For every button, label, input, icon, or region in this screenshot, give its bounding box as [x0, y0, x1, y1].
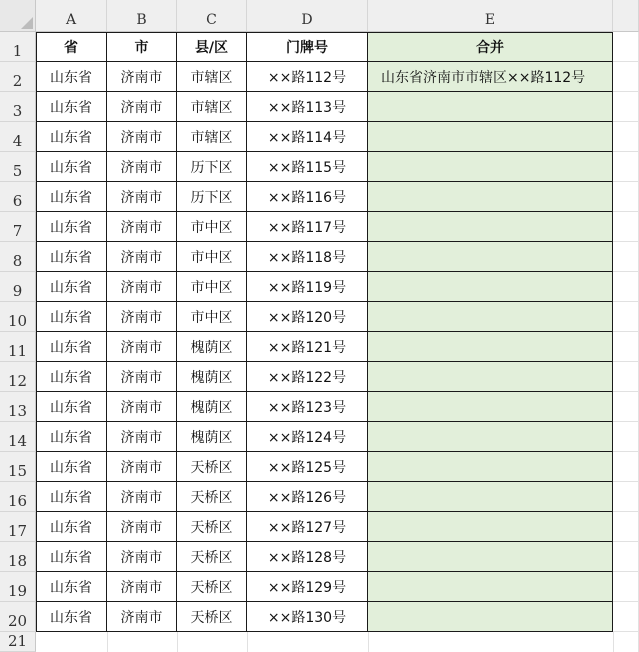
gridline: [613, 91, 639, 92]
gridline: [613, 121, 639, 122]
cell-d15[interactable]: ××路125号: [247, 452, 368, 482]
cell-c8[interactable]: 市中区: [177, 242, 247, 272]
row-header-18[interactable]: 18: [0, 542, 36, 572]
cell-c4[interactable]: 市辖区: [177, 122, 247, 152]
cell-a15[interactable]: 山东省: [36, 452, 107, 482]
cell-a16[interactable]: 山东省: [36, 482, 107, 512]
column-header-c[interactable]: C: [177, 0, 247, 32]
cell-b15[interactable]: 济南市: [107, 452, 177, 482]
cell-a18[interactable]: 山东省: [36, 542, 107, 572]
gridline: [613, 391, 639, 392]
cell-b12[interactable]: 济南市: [107, 362, 177, 392]
cell-b8[interactable]: 济南市: [107, 242, 177, 272]
gridline: [613, 511, 639, 512]
gridline: [613, 571, 639, 572]
header-cell-d[interactable]: 门牌号: [247, 32, 368, 62]
header-cell-a[interactable]: 省: [36, 32, 107, 62]
cell-e3[interactable]: [368, 92, 613, 122]
select-all-triangle-icon: [21, 17, 33, 29]
gridline: [613, 211, 639, 212]
row-header-1[interactable]: 1: [0, 32, 36, 62]
cell-c9[interactable]: 市中区: [177, 272, 247, 302]
cell-a6[interactable]: 山东省: [36, 182, 107, 212]
cell-d16[interactable]: ××路126号: [247, 482, 368, 512]
row-header-16[interactable]: 16: [0, 482, 36, 512]
cell-c16[interactable]: 天桥区: [177, 482, 247, 512]
cell-a20[interactable]: 山东省: [36, 602, 107, 632]
gridline: [613, 631, 639, 632]
row-header-11[interactable]: 11: [0, 332, 36, 362]
cell-c13[interactable]: 槐荫区: [177, 392, 247, 422]
row-header-3[interactable]: 3: [0, 92, 36, 122]
cell-a3[interactable]: 山东省: [36, 92, 107, 122]
cell-c14[interactable]: 槐荫区: [177, 422, 247, 452]
cell-d8[interactable]: ××路118号: [247, 242, 368, 272]
cell-c17[interactable]: 天桥区: [177, 512, 247, 542]
cell-b6[interactable]: 济南市: [107, 182, 177, 212]
cell-d14[interactable]: ××路124号: [247, 422, 368, 452]
cell-a2[interactable]: 山东省: [36, 62, 107, 92]
cell-a11[interactable]: 山东省: [36, 332, 107, 362]
cell-a10[interactable]: 山东省: [36, 302, 107, 332]
row-header-6[interactable]: 6: [0, 182, 36, 212]
cell-c18[interactable]: 天桥区: [177, 542, 247, 572]
gridline: [368, 632, 369, 652]
gridline: [613, 632, 614, 652]
cell-b16[interactable]: 济南市: [107, 482, 177, 512]
row-header-4[interactable]: 4: [0, 122, 36, 152]
cell-b18[interactable]: 济南市: [107, 542, 177, 572]
cell-e14[interactable]: [368, 422, 613, 452]
cell-e13[interactable]: [368, 392, 613, 422]
row-header-5[interactable]: 5: [0, 152, 36, 182]
row-header-9[interactable]: 9: [0, 272, 36, 302]
cell-b13[interactable]: 济南市: [107, 392, 177, 422]
gridline: [613, 421, 639, 422]
gridline: [613, 481, 639, 482]
cell-e18[interactable]: [368, 542, 613, 572]
gridline: [613, 541, 639, 542]
column-header-e[interactable]: E: [368, 0, 613, 32]
cell-c3[interactable]: 市辖区: [177, 92, 247, 122]
gridline: [613, 331, 639, 332]
gridline: [177, 632, 178, 652]
cell-c15[interactable]: 天桥区: [177, 452, 247, 482]
cell-b20[interactable]: 济南市: [107, 602, 177, 632]
cell-a9[interactable]: 山东省: [36, 272, 107, 302]
cell-e16[interactable]: [368, 482, 613, 512]
cell-d19[interactable]: ××路129号: [247, 572, 368, 602]
cell-d20[interactable]: ××路130号: [247, 602, 368, 632]
cell-a8[interactable]: 山东省: [36, 242, 107, 272]
cell-a13[interactable]: 山东省: [36, 392, 107, 422]
cell-c19[interactable]: 天桥区: [177, 572, 247, 602]
cell-d7[interactable]: ××路117号: [247, 212, 368, 242]
cell-b11[interactable]: 济南市: [107, 332, 177, 362]
cell-a19[interactable]: 山东省: [36, 572, 107, 602]
row-header-14[interactable]: 14: [0, 422, 36, 452]
cell-e19[interactable]: [368, 572, 613, 602]
gridline: [613, 271, 639, 272]
gridline: [613, 181, 639, 182]
cell-e5[interactable]: [368, 152, 613, 182]
cell-a14[interactable]: 山东省: [36, 422, 107, 452]
column-header-a[interactable]: A: [36, 0, 107, 32]
cell-c2[interactable]: 市辖区: [177, 62, 247, 92]
table-left-border: [36, 32, 37, 632]
cell-b10[interactable]: 济南市: [107, 302, 177, 332]
row-header-15[interactable]: 15: [0, 452, 36, 482]
cell-b2[interactable]: 济南市: [107, 62, 177, 92]
cell-d10[interactable]: ××路120号: [247, 302, 368, 332]
cell-d9[interactable]: ××路119号: [247, 272, 368, 302]
cell-d13[interactable]: ××路123号: [247, 392, 368, 422]
gridline: [613, 361, 639, 362]
cell-a4[interactable]: 山东省: [36, 122, 107, 152]
row-header-2[interactable]: 2: [0, 62, 36, 92]
cell-d18[interactable]: ××路128号: [247, 542, 368, 572]
cell-e15[interactable]: [368, 452, 613, 482]
cell-a12[interactable]: 山东省: [36, 362, 107, 392]
cell-e4[interactable]: [368, 122, 613, 152]
cell-c11[interactable]: 槐荫区: [177, 332, 247, 362]
row-header-17[interactable]: 17: [0, 512, 36, 542]
cell-d4[interactable]: ××路114号: [247, 122, 368, 152]
cell-b17[interactable]: 济南市: [107, 512, 177, 542]
row-header-7[interactable]: 7: [0, 212, 36, 242]
cell-e11[interactable]: [368, 332, 613, 362]
row-header-13[interactable]: 13: [0, 392, 36, 422]
row-header-12[interactable]: 12: [0, 362, 36, 392]
cell-b19[interactable]: 济南市: [107, 572, 177, 602]
cell-c20[interactable]: 天桥区: [177, 602, 247, 632]
cell-c6[interactable]: 历下区: [177, 182, 247, 212]
header-cell-e[interactable]: 合并: [368, 32, 613, 62]
cell-e7[interactable]: [368, 212, 613, 242]
cell-b7[interactable]: 济南市: [107, 212, 177, 242]
row-header-21[interactable]: 21: [0, 632, 36, 652]
cell-e8[interactable]: [368, 242, 613, 272]
cell-b9[interactable]: 济南市: [107, 272, 177, 302]
cell-b14[interactable]: 济南市: [107, 422, 177, 452]
cell-e10[interactable]: [368, 302, 613, 332]
cell-e12[interactable]: [368, 362, 613, 392]
cell-a7[interactable]: 山东省: [36, 212, 107, 242]
cell-c5[interactable]: 历下区: [177, 152, 247, 182]
cell-a5[interactable]: 山东省: [36, 152, 107, 182]
column-header-f[interactable]: [613, 0, 639, 32]
gridline: [107, 632, 108, 652]
cell-e20[interactable]: [368, 602, 613, 632]
cell-e17[interactable]: [368, 512, 613, 542]
cell-b5[interactable]: 济南市: [107, 152, 177, 182]
cell-d3[interactable]: ××路113号: [247, 92, 368, 122]
cell-d12[interactable]: ××路122号: [247, 362, 368, 392]
cell-a17[interactable]: 山东省: [36, 512, 107, 542]
table-top-border: [36, 32, 613, 33]
row-header-20[interactable]: 20: [0, 602, 36, 632]
cell-e6[interactable]: [368, 182, 613, 212]
gridline: [613, 301, 639, 302]
cell-b4[interactable]: 济南市: [107, 122, 177, 152]
cell-c12[interactable]: 槐荫区: [177, 362, 247, 392]
cell-d6[interactable]: ××路116号: [247, 182, 368, 212]
cell-e2[interactable]: 山东省济南市市辖区××路112号: [368, 62, 613, 92]
cell-d5[interactable]: ××路115号: [247, 152, 368, 182]
row-header-10[interactable]: 10: [0, 302, 36, 332]
gridline: [613, 61, 639, 62]
column-header-d[interactable]: D: [247, 0, 368, 32]
gridline: [247, 632, 248, 652]
header-cell-c[interactable]: 县/区: [177, 32, 247, 62]
row-header-19[interactable]: 19: [0, 572, 36, 602]
cell-c7[interactable]: 市中区: [177, 212, 247, 242]
gridline: [613, 151, 639, 152]
gridline: [613, 601, 639, 602]
header-cell-b[interactable]: 市: [107, 32, 177, 62]
gridline: [613, 241, 639, 242]
cell-d11[interactable]: ××路121号: [247, 332, 368, 362]
row-header-8[interactable]: 8: [0, 242, 36, 272]
select-all-corner[interactable]: [0, 0, 36, 32]
cell-d17[interactable]: ××路127号: [247, 512, 368, 542]
cell-e9[interactable]: [368, 272, 613, 302]
cell-c10[interactable]: 市中区: [177, 302, 247, 332]
gridline: [613, 451, 639, 452]
cell-b3[interactable]: 济南市: [107, 92, 177, 122]
column-header-b[interactable]: B: [107, 0, 177, 32]
cell-d2[interactable]: ××路112号: [247, 62, 368, 92]
